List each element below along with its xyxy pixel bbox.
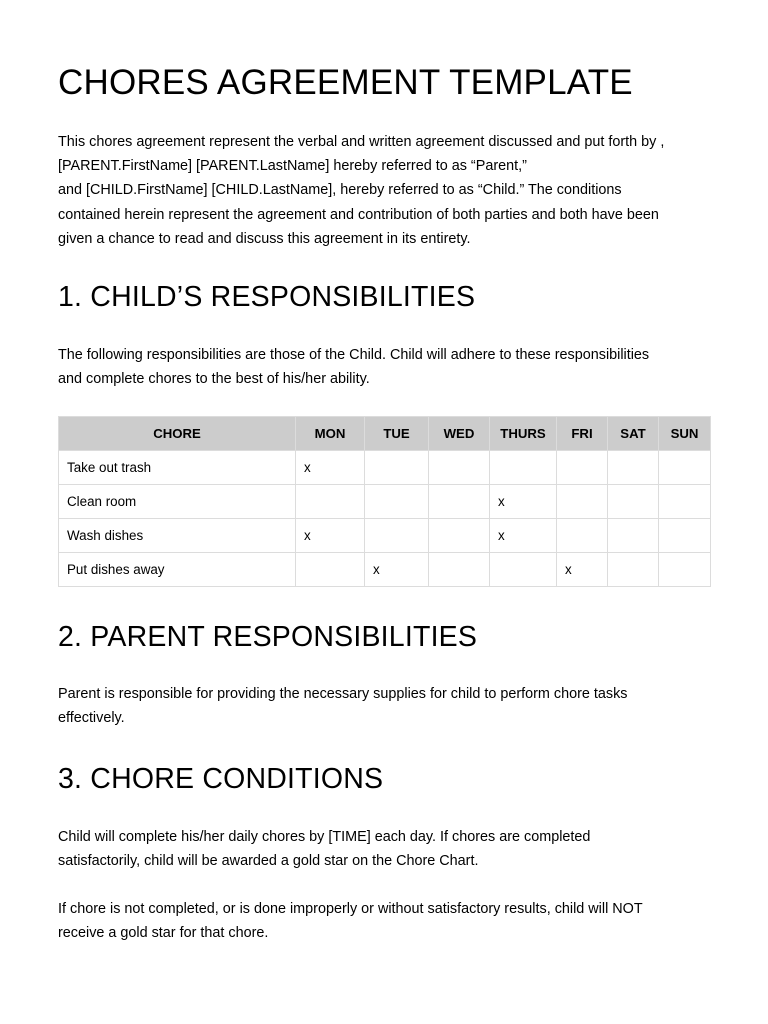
child-responsibilities-heading: 1. CHILD’S RESPONSIBILITIES bbox=[58, 281, 476, 313]
table-row bbox=[59, 519, 711, 553]
header-mon: MON bbox=[296, 417, 365, 451]
day-cell bbox=[296, 553, 365, 587]
intro-line: [PARENT.FirstName] [PARENT.LastName] hereby referred to as “Parent,” bbox=[58, 158, 527, 175]
table-row bbox=[59, 451, 711, 485]
child-responsibilities-intro bbox=[58, 343, 710, 391]
header-wed: WED bbox=[429, 417, 490, 451]
day-cell bbox=[429, 485, 490, 519]
header-sun: SUN bbox=[659, 417, 711, 451]
day-cell bbox=[429, 519, 490, 553]
day-cell bbox=[557, 519, 608, 553]
intro-line: This chores agreement represent the verbal and written agreement discussed and put forth by , bbox=[58, 134, 665, 150]
day-cell bbox=[429, 553, 490, 587]
document-title: CHORES AGREEMENT TEMPLATE bbox=[58, 63, 633, 102]
header-chore: CHORE bbox=[59, 417, 296, 451]
intro-line: contained herein represent the agreement and contribution of both parties and both have been bbox=[58, 206, 659, 223]
chore-schedule-table bbox=[58, 416, 711, 587]
day-cell bbox=[365, 519, 429, 553]
day-cell bbox=[365, 451, 429, 485]
day-cell bbox=[608, 485, 659, 519]
conditions-line: If chore is not completed, or is done improperly or without satisfactory results, child will NOT bbox=[58, 901, 643, 917]
child-intro-line: The following responsibilities are those of the Child. Child will adhere to these responsibilities bbox=[58, 347, 650, 363]
day-cell bbox=[557, 485, 608, 519]
parent-text-line: Parent is responsible for providing the necessary supplies for child to perform chore tasks bbox=[58, 686, 628, 702]
intro-paragraph bbox=[58, 130, 710, 251]
day-cell bbox=[659, 519, 711, 553]
table-row bbox=[59, 553, 711, 587]
day-cell bbox=[429, 451, 490, 485]
header-tue: TUE bbox=[365, 417, 429, 451]
day-cell bbox=[490, 451, 557, 485]
chore-name-cell: Put dishes away bbox=[59, 553, 296, 587]
conditions-paragraph-2 bbox=[58, 897, 710, 945]
conditions-paragraph-1 bbox=[58, 825, 710, 873]
table-row bbox=[59, 485, 711, 519]
table-header-row bbox=[59, 417, 711, 451]
header-fri: FRI bbox=[557, 417, 608, 451]
day-cell bbox=[490, 553, 557, 587]
conditions-line: Child will complete his/her daily chores by [TIME] each day. If chores are completed bbox=[58, 829, 591, 845]
child-intro-line: and complete chores to the best of his/her ability. bbox=[58, 371, 370, 388]
header-sat: SAT bbox=[608, 417, 659, 451]
day-cell bbox=[659, 485, 711, 519]
day-cell: x bbox=[296, 519, 365, 553]
day-cell bbox=[659, 451, 711, 485]
chore-name-cell: Clean room bbox=[59, 485, 296, 519]
intro-line: given a chance to read and discuss this agreement in its entirety. bbox=[58, 230, 471, 247]
parent-responsibilities-text bbox=[58, 682, 710, 730]
parent-text-line: effectively. bbox=[58, 710, 125, 727]
day-cell: x bbox=[365, 553, 429, 587]
day-cell bbox=[608, 519, 659, 553]
chore-conditions-heading: 3. CHORE CONDITIONS bbox=[58, 763, 384, 795]
day-cell bbox=[557, 451, 608, 485]
day-cell: x bbox=[557, 553, 608, 587]
chore-name-cell: Wash dishes bbox=[59, 519, 296, 553]
day-cell: x bbox=[490, 485, 557, 519]
conditions-line: receive a gold star for that chore. bbox=[58, 925, 269, 942]
day-cell bbox=[659, 553, 711, 587]
day-cell bbox=[608, 553, 659, 587]
day-cell: x bbox=[296, 451, 365, 485]
conditions-line: satisfactorily, child will be awarded a gold star on the Chore Chart. bbox=[58, 853, 479, 870]
day-cell bbox=[296, 485, 365, 519]
parent-responsibilities-heading: 2. PARENT RESPONSIBILITIES bbox=[58, 621, 478, 653]
header-thurs: THURS bbox=[490, 417, 557, 451]
day-cell: x bbox=[490, 519, 557, 553]
intro-line: and [CHILD.FirstName] [CHILD.LastName], hereby referred to as “Child.” The conditions bbox=[58, 182, 622, 199]
day-cell bbox=[608, 451, 659, 485]
day-cell bbox=[365, 485, 429, 519]
chore-name-cell: Take out trash bbox=[59, 451, 296, 485]
